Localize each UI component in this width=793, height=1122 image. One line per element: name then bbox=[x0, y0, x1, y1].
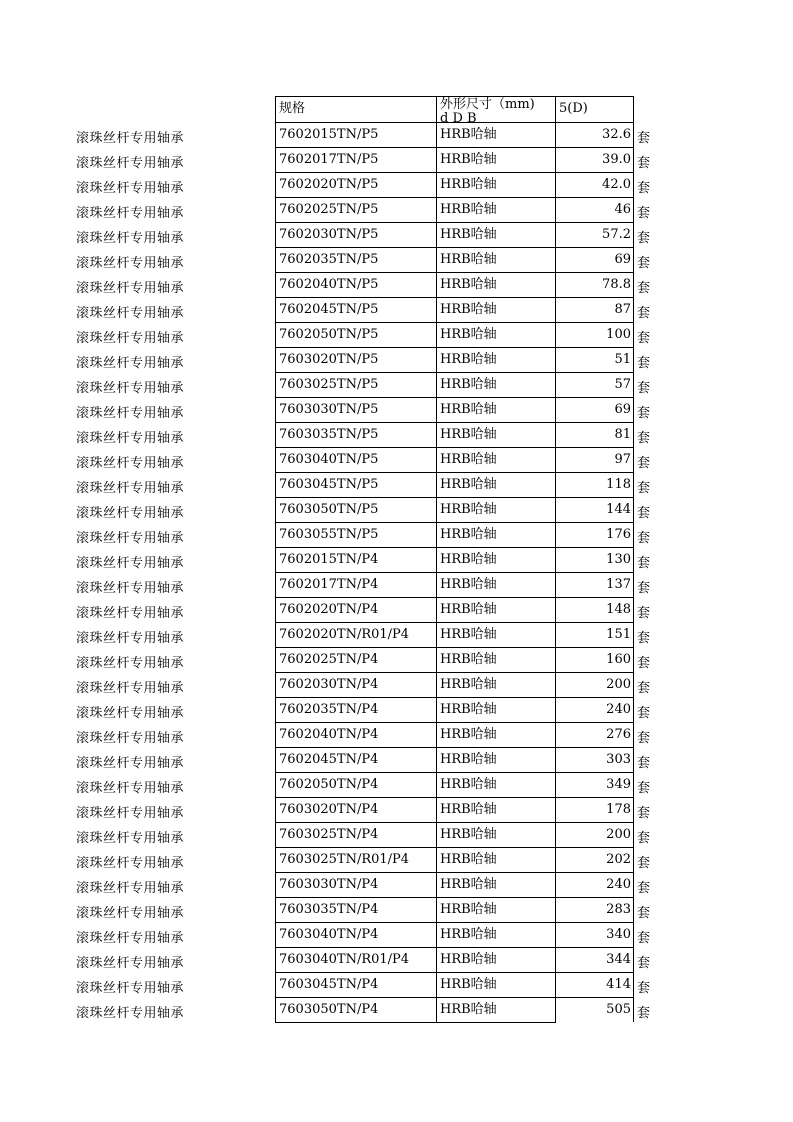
unit-cell: 套 bbox=[637, 981, 651, 996]
unit-cell: 套 bbox=[637, 781, 651, 796]
price-cell: 414 bbox=[556, 972, 634, 997]
brand-cell: HRB哈轴 bbox=[437, 797, 556, 822]
model-cell: 7602017TN/P4 bbox=[275, 572, 437, 597]
product-name: 滚珠丝杆专用轴承 bbox=[76, 306, 185, 321]
model-cell: 7602035TN/P5 bbox=[275, 247, 437, 272]
unit-cell: 套 bbox=[637, 131, 651, 146]
brand-cell: HRB哈轴 bbox=[437, 372, 556, 397]
price-cell: 97 bbox=[556, 447, 634, 472]
brand-cell: HRB哈轴 bbox=[437, 197, 556, 222]
price-cell: 303 bbox=[556, 747, 634, 772]
unit-cell: 套 bbox=[637, 306, 651, 321]
price-cell: 178 bbox=[556, 797, 634, 822]
brand-cell: HRB哈轴 bbox=[437, 247, 556, 272]
price-cell: 57.2 bbox=[556, 222, 634, 247]
brand-cell: HRB哈轴 bbox=[437, 222, 556, 247]
unit-cell: 套 bbox=[637, 156, 651, 171]
price-cell: 32.6 bbox=[556, 122, 634, 147]
price-cell: 137 bbox=[556, 572, 634, 597]
unit-cell: 套 bbox=[637, 706, 651, 721]
brand-cell: HRB哈轴 bbox=[437, 972, 556, 997]
unit-cell: 套 bbox=[637, 356, 651, 371]
model-cell: 7603040TN/R01/P4 bbox=[275, 947, 437, 972]
product-name: 滚珠丝杆专用轴承 bbox=[76, 831, 185, 846]
price-cell: 78.8 bbox=[556, 272, 634, 297]
table-row bbox=[0, 272, 793, 297]
table-row bbox=[0, 822, 793, 847]
product-name: 滚珠丝杆专用轴承 bbox=[76, 431, 185, 446]
product-name: 滚珠丝杆专用轴承 bbox=[76, 781, 185, 796]
model-cell: 7602020TN/P5 bbox=[275, 172, 437, 197]
brand-cell: HRB哈轴 bbox=[437, 447, 556, 472]
model-cell: 7603050TN/P4 bbox=[275, 997, 437, 1022]
header-size-label: 外形尺寸（mm) bbox=[440, 97, 535, 112]
product-name: 滚珠丝杆专用轴承 bbox=[76, 531, 185, 546]
model-cell: 7603020TN/P4 bbox=[275, 797, 437, 822]
product-name: 滚珠丝杆专用轴承 bbox=[76, 506, 185, 521]
unit-cell: 套 bbox=[637, 256, 651, 271]
price-cell: 151 bbox=[556, 622, 634, 647]
product-name: 滚珠丝杆专用轴承 bbox=[76, 756, 185, 771]
unit-cell: 套 bbox=[637, 856, 651, 871]
header-col4: 5(D) bbox=[556, 96, 634, 122]
model-cell: 7603035TN/P5 bbox=[275, 422, 437, 447]
product-name: 滚珠丝杆专用轴承 bbox=[76, 931, 185, 946]
model-cell: 7603040TN/P5 bbox=[275, 447, 437, 472]
table-row bbox=[0, 797, 793, 822]
price-cell: 276 bbox=[556, 722, 634, 747]
table-row bbox=[0, 997, 793, 1022]
header-size-sub: d D B bbox=[440, 111, 477, 122]
brand-cell: HRB哈轴 bbox=[437, 772, 556, 797]
table-row bbox=[0, 322, 793, 347]
table-row bbox=[0, 122, 793, 147]
price-cell: 505 bbox=[556, 997, 634, 1022]
unit-cell: 套 bbox=[637, 331, 651, 346]
table-row bbox=[0, 447, 793, 472]
brand-cell: HRB哈轴 bbox=[437, 847, 556, 872]
model-cell: 7603025TN/P4 bbox=[275, 822, 437, 847]
table-row bbox=[0, 597, 793, 622]
model-cell: 7603040TN/P4 bbox=[275, 922, 437, 947]
unit-cell: 套 bbox=[637, 281, 651, 296]
table-row bbox=[0, 222, 793, 247]
header-size bbox=[437, 96, 556, 122]
model-cell: 7603020TN/P5 bbox=[275, 347, 437, 372]
header-spec: 规格 bbox=[275, 96, 437, 122]
unit-cell: 套 bbox=[637, 206, 651, 221]
brand-cell: HRB哈轴 bbox=[437, 647, 556, 672]
table-row bbox=[0, 172, 793, 197]
table-row bbox=[0, 472, 793, 497]
price-cell: 42.0 bbox=[556, 172, 634, 197]
brand-cell: HRB哈轴 bbox=[437, 397, 556, 422]
table-row bbox=[0, 722, 793, 747]
price-cell: 57 bbox=[556, 372, 634, 397]
model-cell: 7602025TN/P4 bbox=[275, 647, 437, 672]
brand-cell: HRB哈轴 bbox=[437, 547, 556, 572]
model-cell: 7602030TN/P4 bbox=[275, 672, 437, 697]
unit-cell: 套 bbox=[637, 581, 651, 596]
unit-cell: 套 bbox=[637, 556, 651, 571]
brand-cell: HRB哈轴 bbox=[437, 897, 556, 922]
table-row bbox=[0, 522, 793, 547]
product-name: 滚珠丝杆专用轴承 bbox=[76, 956, 185, 971]
unit-cell: 套 bbox=[637, 456, 651, 471]
table-row bbox=[0, 972, 793, 997]
table-bottom-border bbox=[275, 1022, 556, 1023]
table-row bbox=[0, 197, 793, 222]
table-row bbox=[0, 247, 793, 272]
unit-cell: 套 bbox=[637, 656, 651, 671]
unit-cell: 套 bbox=[637, 731, 651, 746]
price-cell: 69 bbox=[556, 397, 634, 422]
brand-cell: HRB哈轴 bbox=[437, 422, 556, 447]
product-name: 滚珠丝杆专用轴承 bbox=[76, 606, 185, 621]
price-cell: 240 bbox=[556, 697, 634, 722]
unit-cell: 套 bbox=[637, 431, 651, 446]
product-name: 滚珠丝杆专用轴承 bbox=[76, 256, 185, 271]
table-header bbox=[0, 96, 793, 122]
model-cell: 7603055TN/P5 bbox=[275, 522, 437, 547]
unit-cell: 套 bbox=[637, 756, 651, 771]
price-cell: 340 bbox=[556, 922, 634, 947]
table-row bbox=[0, 847, 793, 872]
unit-cell: 套 bbox=[637, 831, 651, 846]
price-cell: 200 bbox=[556, 672, 634, 697]
table-row bbox=[0, 547, 793, 572]
model-cell: 7603050TN/P5 bbox=[275, 497, 437, 522]
table-row bbox=[0, 897, 793, 922]
unit-cell: 套 bbox=[637, 481, 651, 496]
table-row bbox=[0, 747, 793, 772]
unit-cell: 套 bbox=[637, 631, 651, 646]
unit-cell: 套 bbox=[637, 531, 651, 546]
model-cell: 7602035TN/P4 bbox=[275, 697, 437, 722]
product-name: 滚珠丝杆专用轴承 bbox=[76, 981, 185, 996]
price-cell: 69 bbox=[556, 247, 634, 272]
model-cell: 7602050TN/P5 bbox=[275, 322, 437, 347]
price-cell: 144 bbox=[556, 497, 634, 522]
model-cell: 7602015TN/P5 bbox=[275, 122, 437, 147]
price-cell: 46 bbox=[556, 197, 634, 222]
price-cell: 148 bbox=[556, 597, 634, 622]
product-name: 滚珠丝杆专用轴承 bbox=[76, 656, 185, 671]
brand-cell: HRB哈轴 bbox=[437, 672, 556, 697]
unit-cell: 套 bbox=[637, 931, 651, 946]
model-cell: 7603030TN/P5 bbox=[275, 397, 437, 422]
unit-cell: 套 bbox=[637, 181, 651, 196]
model-cell: 7603025TN/P5 bbox=[275, 372, 437, 397]
brand-cell: HRB哈轴 bbox=[437, 822, 556, 847]
price-cell: 176 bbox=[556, 522, 634, 547]
table-row bbox=[0, 297, 793, 322]
product-name: 滚珠丝杆专用轴承 bbox=[76, 406, 185, 421]
model-cell: 7602050TN/P4 bbox=[275, 772, 437, 797]
model-cell: 7602045TN/P4 bbox=[275, 747, 437, 772]
table-row bbox=[0, 347, 793, 372]
product-name: 滚珠丝杆专用轴承 bbox=[76, 156, 185, 171]
product-name: 滚珠丝杆专用轴承 bbox=[76, 556, 185, 571]
unit-cell: 套 bbox=[637, 906, 651, 921]
price-cell: 87 bbox=[556, 297, 634, 322]
unit-cell: 套 bbox=[637, 956, 651, 971]
unit-cell: 套 bbox=[637, 231, 651, 246]
price-cell: 200 bbox=[556, 822, 634, 847]
table-row bbox=[0, 372, 793, 397]
unit-cell: 套 bbox=[637, 681, 651, 696]
brand-cell: HRB哈轴 bbox=[437, 272, 556, 297]
brand-cell: HRB哈轴 bbox=[437, 147, 556, 172]
table-row bbox=[0, 647, 793, 672]
unit-cell: 套 bbox=[637, 406, 651, 421]
unit-cell: 套 bbox=[637, 806, 651, 821]
price-cell: 283 bbox=[556, 897, 634, 922]
price-cell: 130 bbox=[556, 547, 634, 572]
brand-cell: HRB哈轴 bbox=[437, 622, 556, 647]
model-cell: 7602040TN/P5 bbox=[275, 272, 437, 297]
brand-cell: HRB哈轴 bbox=[437, 122, 556, 147]
brand-cell: HRB哈轴 bbox=[437, 997, 556, 1022]
brand-cell: HRB哈轴 bbox=[437, 322, 556, 347]
product-name: 滚珠丝杆专用轴承 bbox=[76, 1006, 185, 1021]
table-row bbox=[0, 922, 793, 947]
brand-cell: HRB哈轴 bbox=[437, 872, 556, 897]
product-name: 滚珠丝杆专用轴承 bbox=[76, 481, 185, 496]
product-name: 滚珠丝杆专用轴承 bbox=[76, 131, 185, 146]
brand-cell: HRB哈轴 bbox=[437, 572, 556, 597]
table-row bbox=[0, 872, 793, 897]
table-row bbox=[0, 397, 793, 422]
brand-cell: HRB哈轴 bbox=[437, 947, 556, 972]
product-name: 滚珠丝杆专用轴承 bbox=[76, 231, 185, 246]
price-cell: 100 bbox=[556, 322, 634, 347]
product-name: 滚珠丝杆专用轴承 bbox=[76, 881, 185, 896]
product-name: 滚珠丝杆专用轴承 bbox=[76, 806, 185, 821]
product-name: 滚珠丝杆专用轴承 bbox=[76, 631, 185, 646]
model-cell: 7602030TN/P5 bbox=[275, 222, 437, 247]
product-name: 滚珠丝杆专用轴承 bbox=[76, 456, 185, 471]
brand-cell: HRB哈轴 bbox=[437, 722, 556, 747]
product-name: 滚珠丝杆专用轴承 bbox=[76, 281, 185, 296]
price-cell: 39.0 bbox=[556, 147, 634, 172]
price-cell: 349 bbox=[556, 772, 634, 797]
brand-cell: HRB哈轴 bbox=[437, 597, 556, 622]
price-cell: 118 bbox=[556, 472, 634, 497]
model-cell: 7603030TN/P4 bbox=[275, 872, 437, 897]
brand-cell: HRB哈轴 bbox=[437, 747, 556, 772]
unit-cell: 套 bbox=[637, 381, 651, 396]
brand-cell: HRB哈轴 bbox=[437, 472, 556, 497]
price-cell: 240 bbox=[556, 872, 634, 897]
product-name: 滚珠丝杆专用轴承 bbox=[76, 381, 185, 396]
table-row bbox=[0, 622, 793, 647]
table-row bbox=[0, 147, 793, 172]
table-row bbox=[0, 422, 793, 447]
model-cell: 7602040TN/P4 bbox=[275, 722, 437, 747]
product-name: 滚珠丝杆专用轴承 bbox=[76, 581, 185, 596]
price-cell: 51 bbox=[556, 347, 634, 372]
product-name: 滚珠丝杆专用轴承 bbox=[76, 181, 185, 196]
product-name: 滚珠丝杆专用轴承 bbox=[76, 906, 185, 921]
product-name: 滚珠丝杆专用轴承 bbox=[76, 206, 185, 221]
product-name: 滚珠丝杆专用轴承 bbox=[76, 856, 185, 871]
model-cell: 7602025TN/P5 bbox=[275, 197, 437, 222]
brand-cell: HRB哈轴 bbox=[437, 522, 556, 547]
unit-cell: 套 bbox=[637, 606, 651, 621]
unit-cell: 套 bbox=[637, 1006, 651, 1021]
brand-cell: HRB哈轴 bbox=[437, 497, 556, 522]
product-name: 滚珠丝杆专用轴承 bbox=[76, 706, 185, 721]
model-cell: 7602020TN/R01/P4 bbox=[275, 622, 437, 647]
brand-cell: HRB哈轴 bbox=[437, 297, 556, 322]
table-row bbox=[0, 697, 793, 722]
model-cell: 7602020TN/P4 bbox=[275, 597, 437, 622]
brand-cell: HRB哈轴 bbox=[437, 172, 556, 197]
price-cell: 202 bbox=[556, 847, 634, 872]
brand-cell: HRB哈轴 bbox=[437, 922, 556, 947]
price-cell: 344 bbox=[556, 947, 634, 972]
brand-cell: HRB哈轴 bbox=[437, 347, 556, 372]
table-row bbox=[0, 672, 793, 697]
table-row bbox=[0, 772, 793, 797]
table-row bbox=[0, 572, 793, 597]
product-name: 滚珠丝杆专用轴承 bbox=[76, 331, 185, 346]
product-name: 滚珠丝杆专用轴承 bbox=[76, 681, 185, 696]
product-name: 滚珠丝杆专用轴承 bbox=[76, 731, 185, 746]
model-cell: 7603045TN/P4 bbox=[275, 972, 437, 997]
unit-cell: 套 bbox=[637, 881, 651, 896]
table-row bbox=[0, 947, 793, 972]
price-cell: 160 bbox=[556, 647, 634, 672]
model-cell: 7603045TN/P5 bbox=[275, 472, 437, 497]
model-cell: 7603025TN/R01/P4 bbox=[275, 847, 437, 872]
model-cell: 7602017TN/P5 bbox=[275, 147, 437, 172]
model-cell: 7603035TN/P4 bbox=[275, 897, 437, 922]
price-cell: 81 bbox=[556, 422, 634, 447]
brand-cell: HRB哈轴 bbox=[437, 697, 556, 722]
product-name: 滚珠丝杆专用轴承 bbox=[76, 356, 185, 371]
model-cell: 7602015TN/P4 bbox=[275, 547, 437, 572]
table-row bbox=[0, 497, 793, 522]
unit-cell: 套 bbox=[637, 506, 651, 521]
model-cell: 7602045TN/P5 bbox=[275, 297, 437, 322]
